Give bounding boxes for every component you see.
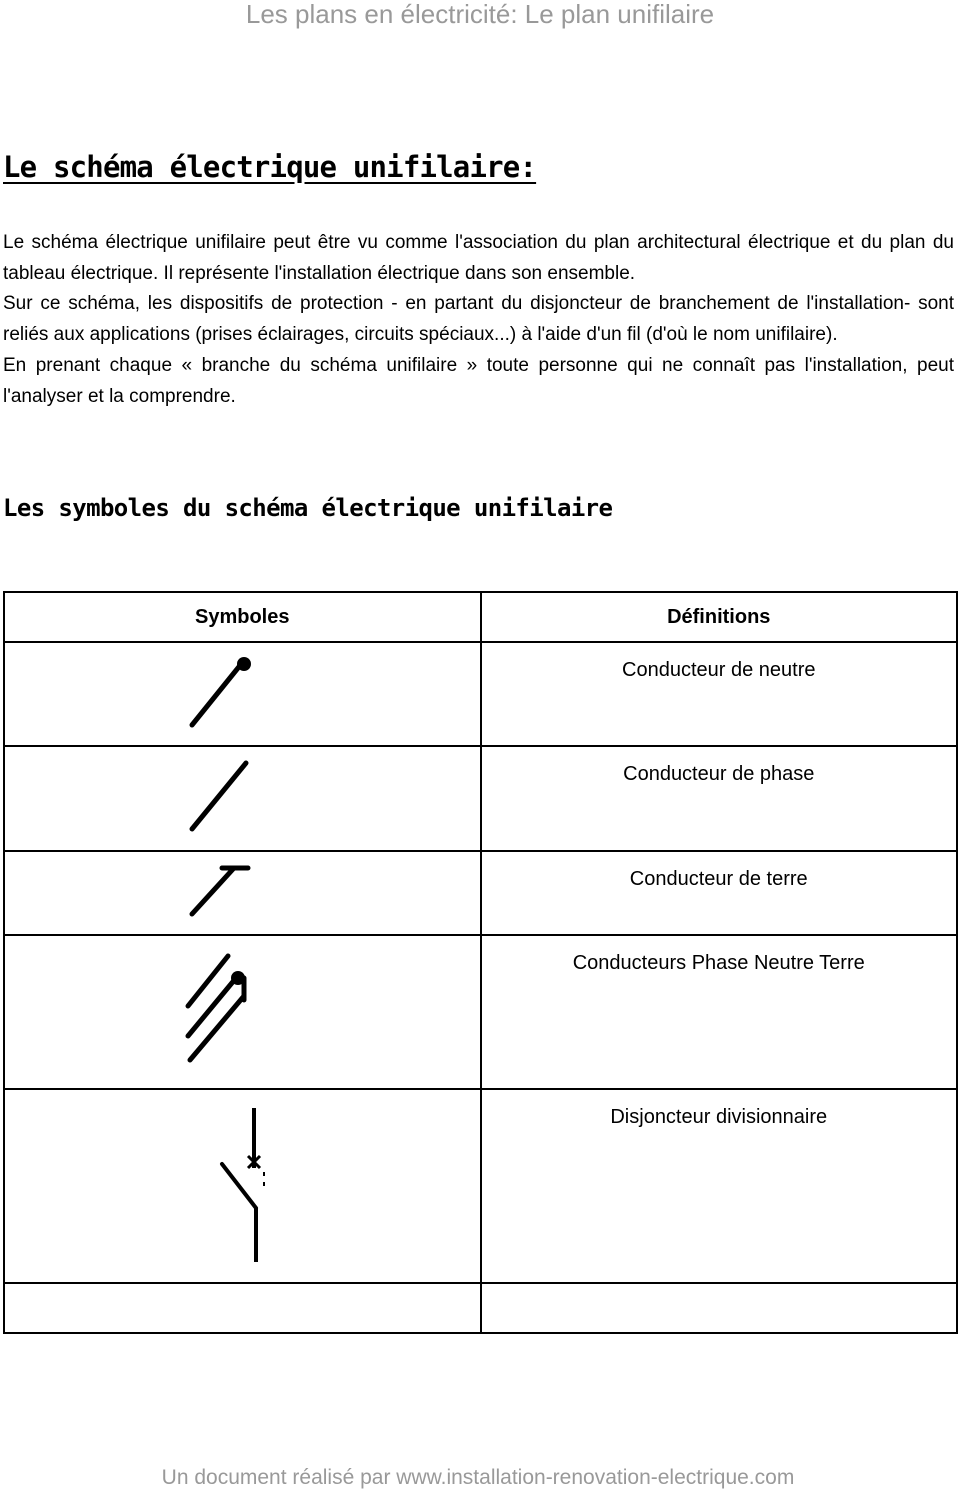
symbols-table <box>3 591 958 1334</box>
definition-cell: Conducteur de terre <box>481 851 958 935</box>
symbol-cell <box>4 642 481 746</box>
definition-cell: Conducteur de neutre <box>481 642 958 746</box>
table-row <box>4 746 957 851</box>
symbol-cell <box>4 935 481 1089</box>
page-title: Le schéma électrique unifilaire: <box>3 150 537 184</box>
table-row <box>4 1283 957 1333</box>
page-footer: Un document réalisé par www.installation-renovation-electrique.com <box>161 1466 795 1489</box>
intro-paragraph: En prenant chaque « branche du schéma unifilaire » toute personne qui ne connaît pas l'installation, peut l'analyser et la comprendre. <box>3 354 954 407</box>
column-header-symbols: Symboles <box>4 592 481 642</box>
phase-conductor-icon <box>182 747 302 847</box>
phase-neutral-earth-icon <box>182 936 302 1086</box>
column-header-definitions: Définitions <box>481 592 958 642</box>
circuit-breaker-icon <box>182 1090 302 1280</box>
neutral-conductor-icon <box>182 643 302 743</box>
intro-paragraph: Sur ce schéma, les dispositifs de protection - en partant du disjoncteur de branchement de l'installation- sont reliés aux applications (prises éclairages, circuits spéciaux...) à l'aide d'un fil (d'où le nom unifilaire). <box>3 293 954 346</box>
definition-cell <box>481 1283 958 1333</box>
page-header: Les plans en électricité: Le plan unifilaire <box>245 0 715 29</box>
definition-cell: Disjoncteur divisionnaire <box>481 1089 958 1283</box>
symbol-cell <box>4 851 481 935</box>
table-row <box>4 1089 957 1283</box>
symbol-cell <box>4 1283 481 1333</box>
table-row <box>4 642 957 746</box>
definition-cell: Conducteur de phase <box>481 746 958 851</box>
definition-cell: Conducteurs Phase Neutre Terre <box>481 935 958 1089</box>
intro-text <box>3 228 954 412</box>
table-row <box>4 851 957 935</box>
symbol-cell <box>4 1089 481 1283</box>
table-row <box>4 935 957 1089</box>
table-header-row <box>4 592 957 642</box>
intro-paragraph: Le schéma électrique unifilaire peut être vu comme l'association du plan architectural électrique et du plan du tableau électrique. Il représente l'installation électrique dans son ensemble. <box>3 232 954 284</box>
earth-conductor-icon <box>182 852 302 932</box>
symbol-cell <box>4 746 481 851</box>
section-title: Les symboles du schéma électrique unifilaire <box>3 494 613 522</box>
